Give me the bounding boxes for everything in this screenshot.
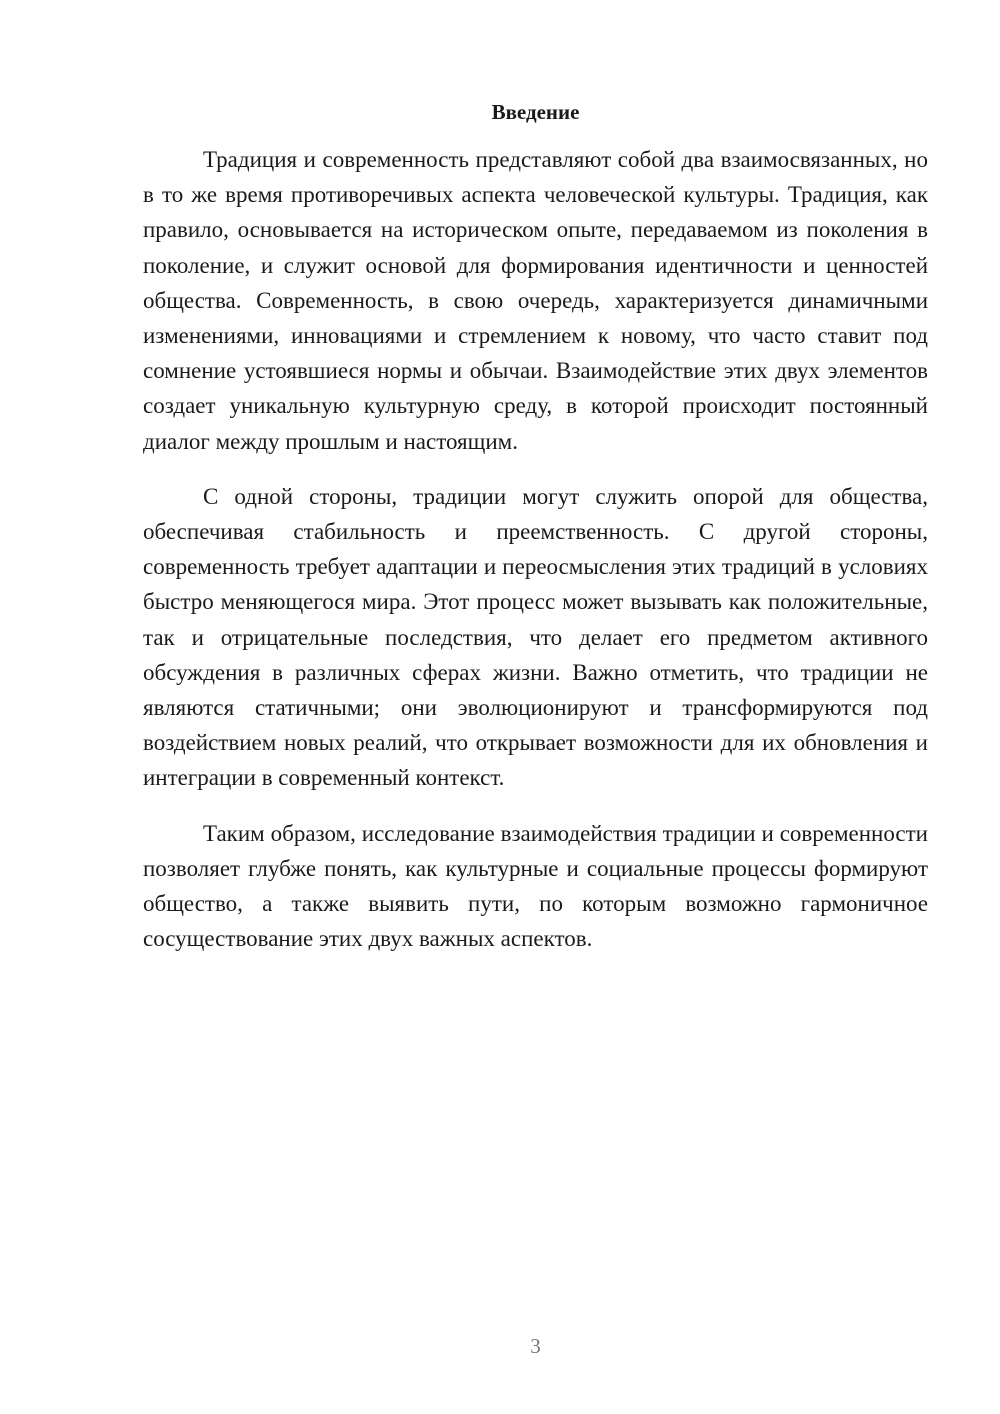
section-heading: Введение	[491, 100, 580, 124]
paragraph-3: Таким образом, исследование взаимодействия традиции и современности позволяет глубже понять, как культурные и социальные процессы формируют общество, а также выявить пути, по которым возможно гармоничное сосуществование этих двух важных аспектов.	[143, 820, 928, 952]
paragraph-1: Традиция и современность представляют собой два взаимосвязанных, но в то же время противоречивых аспекта человеческой культуры. Традиция, как правило, основывается на историческом опыте, передаваемом из поколения в поколение, и служит основой для формирования идентичности и ценностей общества. Современность, в свою очередь, характеризуется динамичными изменениями, инновациями и стремлением к новому, что часто ставит под сомнение устоявшиеся нормы и обычаи. Взаимодействие этих двух элементов создает уникальную культурную среду, в которой происходит постоянный диалог между прошлым и настоящим.	[143, 147, 928, 454]
body-text	[143, 142, 928, 976]
paragraph-2: С одной стороны, традиции могут служить опорой для общества, обеспечивая стабильность и преемственность. С другой стороны, современность требует адаптации и переосмысления этих традиций в условиях быстро меняющегося мира. Этот процесс может вызывать как положительные, так и отрицательные последствия, что делает его предметом активного обсуждения в различных сферах жизни. Важно отметить, что традиции не являются статичными; они эволюционируют и трансформируются под воздействием новых реалий, что открывает возможности для их обновления и интеграции в современный контекст.	[143, 483, 928, 791]
page-number: 3	[530, 1334, 541, 1358]
